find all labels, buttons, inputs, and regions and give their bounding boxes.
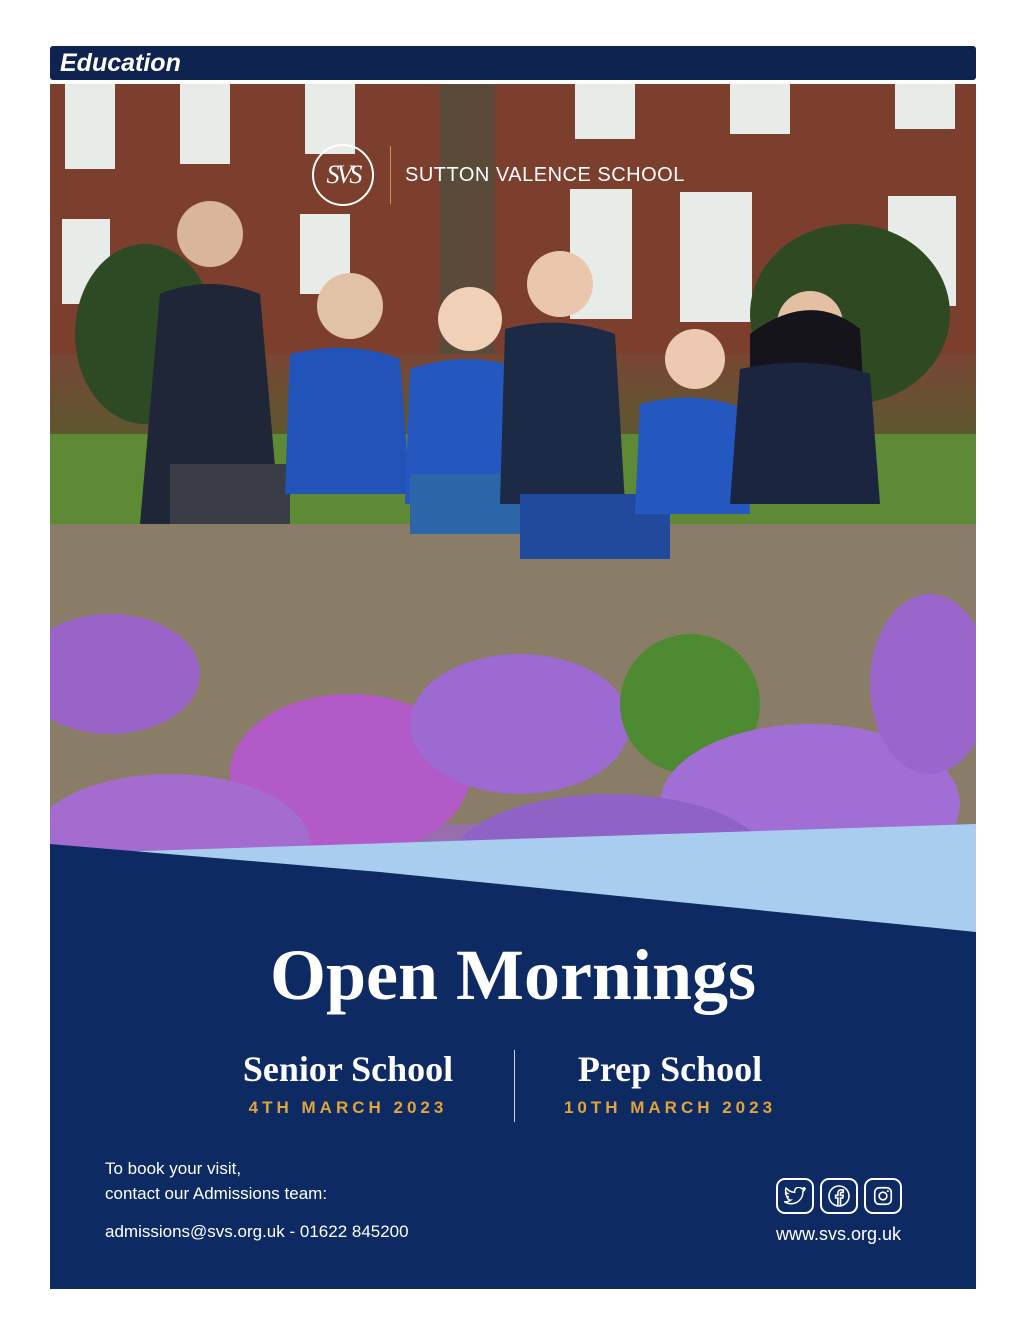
school-name: SUTTON VALENCE SCHOOL: [405, 163, 685, 186]
twitter-icon[interactable]: [776, 1178, 814, 1214]
senior-school-date: 4TH MARCH 2023: [248, 1098, 448, 1117]
advertisement: [50, 84, 976, 1289]
social-icons: [776, 1178, 902, 1214]
senior-school-block: [198, 1048, 498, 1118]
prep-school-date: 10TH MARCH 2023: [563, 1098, 777, 1117]
schools-divider: [514, 1050, 515, 1122]
logo-divider: [390, 146, 391, 204]
section-label: Education: [60, 49, 181, 77]
senior-school-name: Senior School: [242, 1049, 454, 1089]
section-header-bar: [50, 46, 976, 80]
booking-text: [105, 1156, 327, 1206]
instagram-icon[interactable]: [864, 1178, 902, 1214]
svs-monogram: SVS: [312, 144, 374, 206]
school-logo: [312, 144, 685, 206]
booking-line-2: contact our Admissions team:: [105, 1184, 328, 1203]
website-link[interactable]: www.svs.org.uk: [776, 1224, 902, 1244]
facebook-icon[interactable]: [820, 1178, 858, 1214]
prep-school-block: [520, 1048, 820, 1118]
prep-school-name: Prep School: [577, 1049, 763, 1089]
contact-details[interactable]: admissions@svs.org.uk - 01622 845200: [105, 1222, 409, 1241]
booking-line-1: To book your visit,: [105, 1159, 242, 1178]
headline: Open Mornings: [269, 935, 757, 1015]
